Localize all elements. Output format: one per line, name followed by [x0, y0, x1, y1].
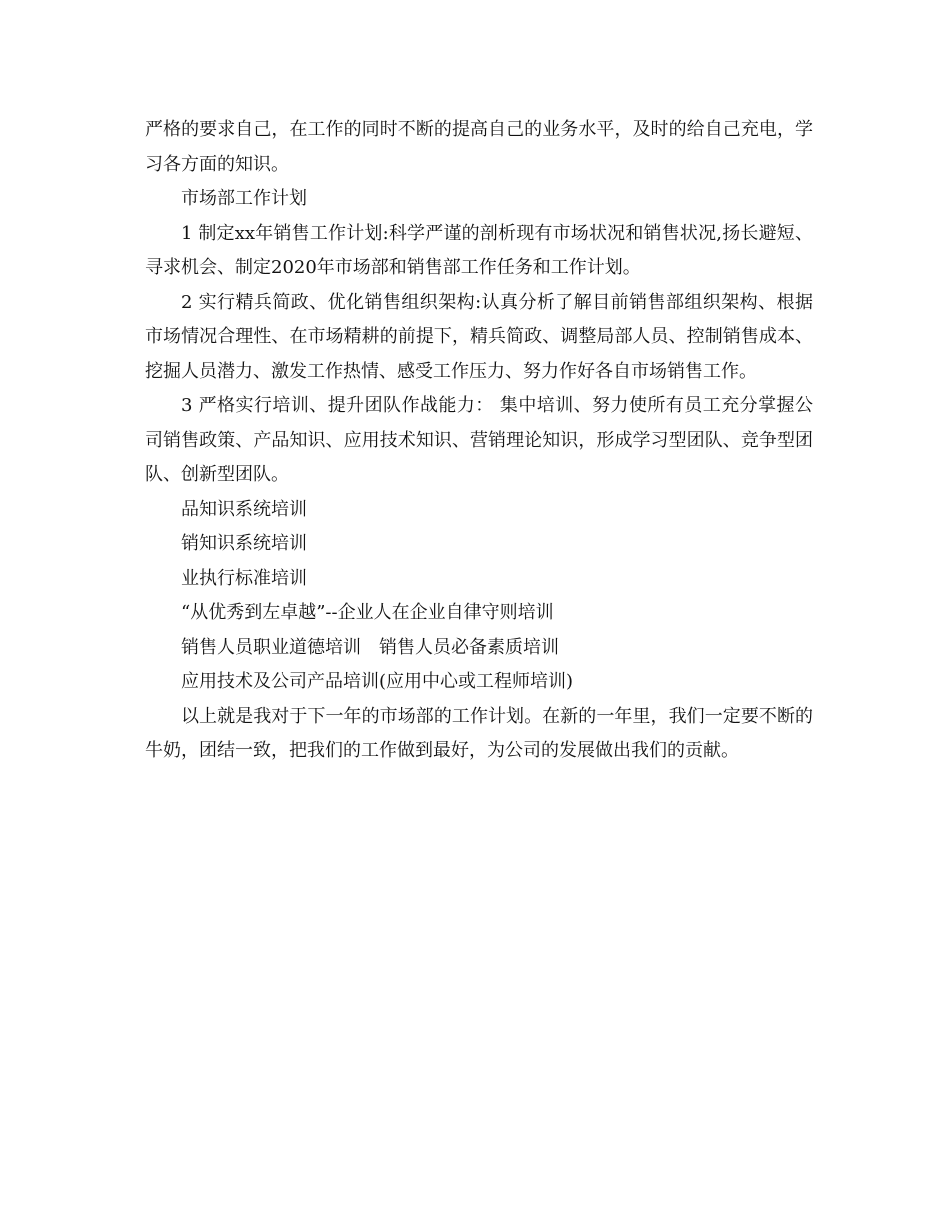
paragraph-item-2: 2 实行精兵简政、优化销售组织架构:认真分析了解目前销售部组织架构、根据市场情况合理性、在市场精耕的前提下，精兵简政、调整局部人员、控制销售成本、挖掘人员潜力、激发工作热情、感受工作压力、努力作好各自市场销售工作。	[145, 291, 813, 382]
section-heading: 市场部工作计划	[181, 188, 307, 209]
paragraph-conclusion: 以上就是我对于下一年的市场部的工作计划。在新的一年里，我们一定要不断的牛奶，团结一致，把我们的工作做到最好，为公司的发展做出我们的贡献。	[145, 705, 813, 761]
training-line-5: 销售人员职业道德培训 销售人员必备素质培训	[181, 636, 559, 658]
paragraph-item-3: 3 严格实行培训、提升团队作战能力： 集中培训、努力使所有员工充分掌握公司销售政策、产品知识、应用技术知识、营销理论知识，形成学习型团队、竞争型团队、创新型团队。	[145, 395, 813, 485]
paragraph-intro: 严格的要求自己，在工作的同时不断的提高自己的业务水平，及时的给自己充电，学习各方面的知识。	[145, 119, 813, 175]
training-line-6: 应用技术及公司产品培训(应用中心或工程师培训)	[181, 671, 574, 692]
training-line-2: 销知识系统培训	[181, 533, 307, 554]
training-line-3: 业执行标准培训	[181, 567, 307, 589]
paragraph-item-1: 1 制定xx年销售工作计划:科学严谨的剖析现有市场状况和销售状况,扬长避短、寻求机会、制定2020年市场部和销售部工作任务和工作计划。	[145, 222, 813, 278]
document-page	[145, 113, 813, 769]
training-line-1: 品知识系统培训	[181, 498, 307, 520]
training-line-4: “从优秀到左卓越”--企业人在企业自律守则培训	[181, 602, 554, 623]
